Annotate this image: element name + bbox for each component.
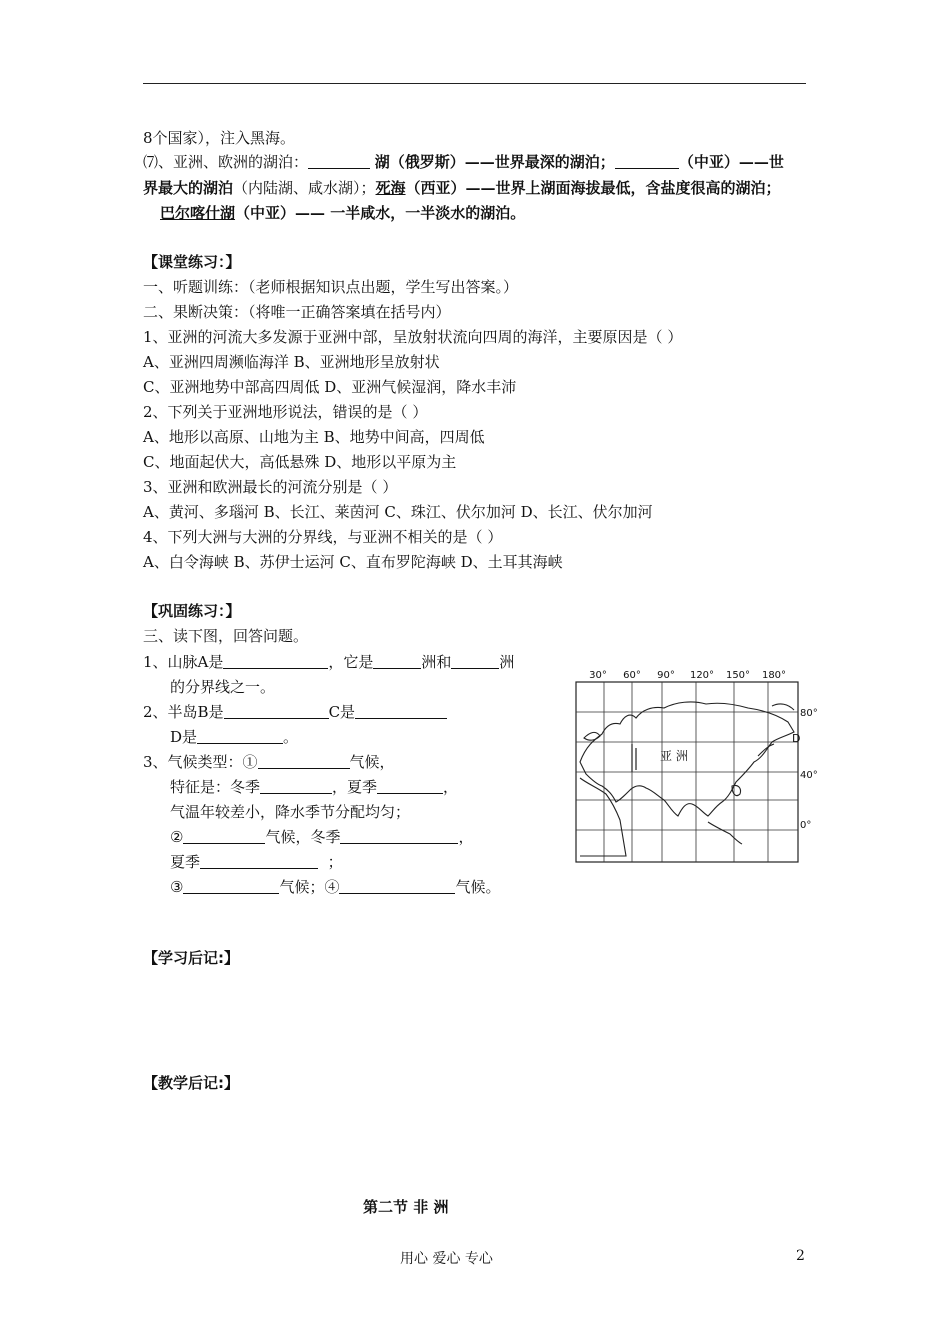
text-line: 的分界线之一。 xyxy=(170,678,276,696)
lon-label: 120° xyxy=(689,670,715,681)
lon-label: 90° xyxy=(657,670,675,681)
footer-motto: 用心 爱心 专心 xyxy=(400,1251,493,1267)
text-line: 气温年较差小，降水季节分配均匀； xyxy=(170,803,411,821)
text-line: ② 气候，冬季 ， xyxy=(170,828,474,846)
section-heading: 【课堂练习：】 xyxy=(143,253,241,271)
text-line: 界最大的湖泊（内陆湖、咸水湖）；死海（西亚）——世界上湖面海拔最低，含盐度很高的湖泊； xyxy=(143,179,781,197)
question-options: A、亚洲四周濒临海洋 B、亚洲地形呈放射状 xyxy=(143,353,440,371)
text-line: D是 。 xyxy=(170,728,299,746)
lon-label: 150° xyxy=(725,670,751,681)
lat-label: 0° xyxy=(800,820,812,831)
section-heading: 【巩固练习：】 xyxy=(143,602,241,620)
text-line: 巴尔喀什湖（中亚）—— 一半咸水，一半淡水的湖泊。 xyxy=(160,204,526,222)
question: 3、气候类型：① 气候， xyxy=(143,753,395,771)
header-rule xyxy=(143,83,806,84)
point-d-label: D xyxy=(792,732,801,745)
text-line: 三、读下图，回答问题。 xyxy=(143,627,309,645)
text-line: 夏季 ； xyxy=(170,853,343,871)
question-options: A、地形以高原、山地为主 B、地势中间高，四周低 xyxy=(143,428,485,446)
text-line: 二、果断决策：（将唯一正确答案填在括号内） xyxy=(143,303,451,321)
lon-label: 60° xyxy=(623,670,641,681)
question-options: A、黄河、多瑙河 B、长江、莱茵河 C、珠江、伏尔加河 D、长江、伏尔加河 xyxy=(143,503,653,521)
question: 2、下列关于亚洲地形说法，错误的是（ ） xyxy=(143,403,428,421)
lon-label: 180° xyxy=(761,670,787,681)
question: 4、下列大洲与大洲的分界线，与亚洲不相关的是（ ） xyxy=(143,528,503,546)
question: 1、亚洲的河流大多发源于亚洲中部，呈放射状流向四周的海洋，主要原因是（ ） xyxy=(143,328,683,346)
section-heading: 【学习后记:】 xyxy=(143,949,239,967)
question: 3、亚洲和欧洲最长的河流分别是（ ） xyxy=(143,478,398,496)
text-line: 一、听题训练：（老师根据知识点出题，学生写出答案。） xyxy=(143,278,519,296)
question-options: C、地面起伏大，高低悬殊 D、地形以平原为主 xyxy=(143,453,457,471)
asia-map xyxy=(572,666,822,866)
lon-label: 30° xyxy=(589,670,607,681)
text-line: 8个国家），注入黑海。 xyxy=(143,129,296,147)
lat-label: 40° xyxy=(800,770,818,781)
text-line: ⑺、亚洲、欧洲的湖泊： 湖（俄罗斯）——世界最深的湖泊； （中亚）——世 xyxy=(143,153,784,171)
text-line: 特征是：冬季 ，夏季 ， xyxy=(170,778,459,796)
question: 1、山脉A是 ，它是 洲和 洲 xyxy=(143,653,515,671)
region-label: 亚 洲 xyxy=(660,749,688,763)
text-line: ③ 气候；④ 气候。 xyxy=(170,878,501,896)
question: 2、半岛B是 C是 xyxy=(143,702,447,722)
lat-label: 80° xyxy=(800,708,818,719)
question-options: C、亚洲地势中部高四周低 D、亚洲气候湿润，降水丰沛 xyxy=(143,378,517,396)
section-title: 第二节 非 洲 xyxy=(363,1198,449,1216)
section-heading: 【教学后记:】 xyxy=(143,1074,239,1092)
question-options: A、白令海峡 B、苏伊士运河 C、直布罗陀海峡 D、土耳其海峡 xyxy=(143,553,563,571)
page-number: 2 xyxy=(796,1248,805,1264)
